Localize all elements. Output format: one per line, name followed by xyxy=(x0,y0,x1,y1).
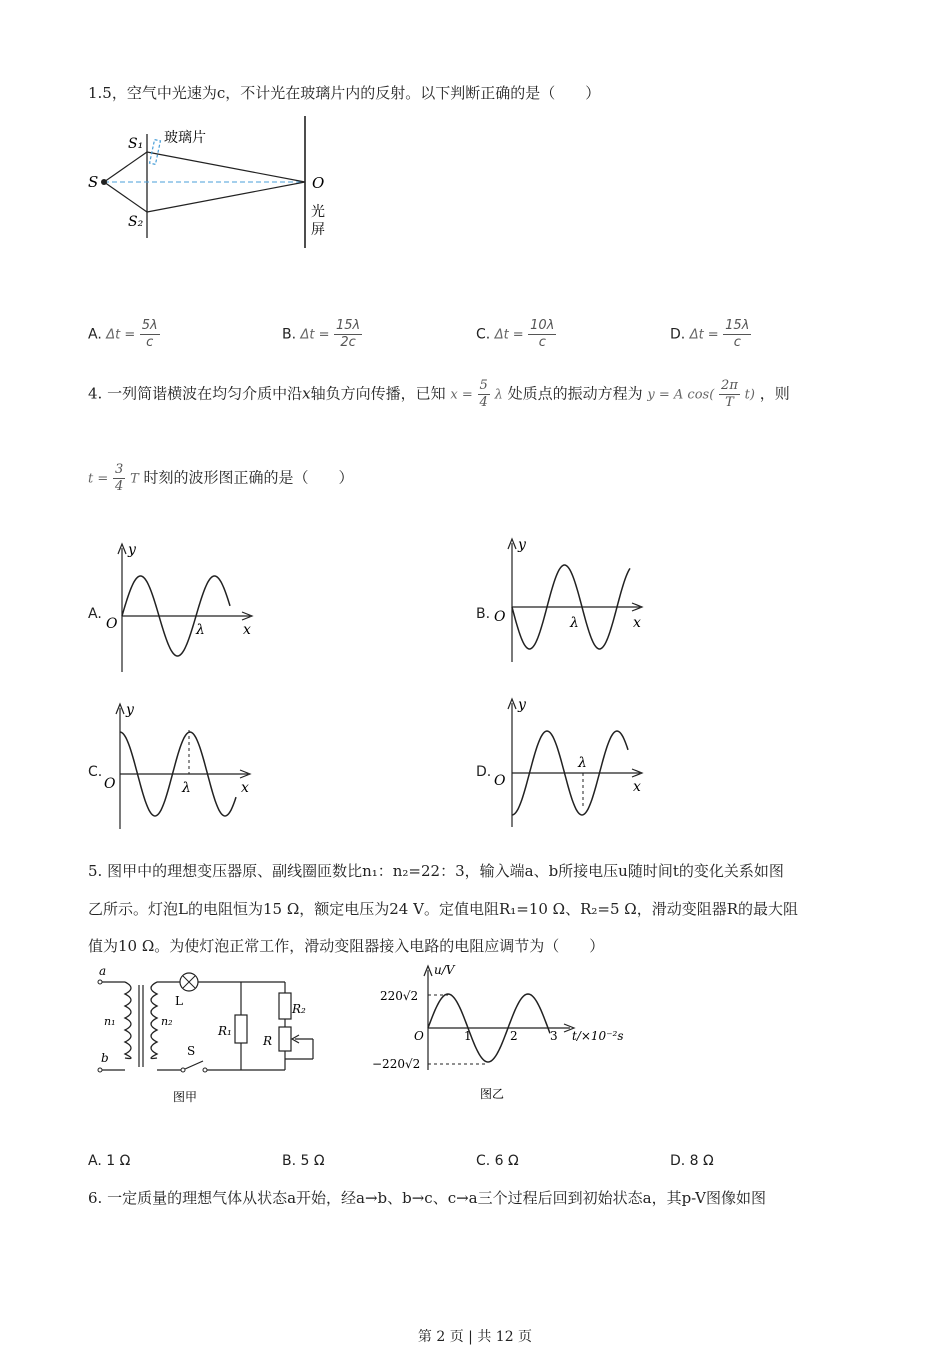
q4-option-c[interactable]: C. xyxy=(88,764,103,780)
svg-text:R₁: R₁ xyxy=(218,1024,232,1038)
q4-graph-b xyxy=(490,535,650,665)
q4-graph-d xyxy=(490,695,650,830)
svg-text:R: R xyxy=(263,1034,273,1048)
svg-text:λ: λ xyxy=(182,780,191,796)
q6-stem: 6. 一定质量的理想气体从状态a开始，经a→b、b→c、c→a三个过程后回到初始状态a，其p-V图像如图 xyxy=(88,1189,766,1207)
q4-option-a[interactable]: A. xyxy=(88,606,102,622)
svg-text:x: x xyxy=(633,615,641,631)
glass-label: 玻璃片 xyxy=(164,130,206,146)
svg-text:R₂: R₂ xyxy=(292,1002,306,1016)
svg-text:y: y xyxy=(126,702,134,718)
q4-graph-a xyxy=(100,540,260,675)
svg-text:λ: λ xyxy=(196,622,205,638)
q3-option-a[interactable]: A. Δt = $\frac{5\lambda}{c}$ xyxy=(88,318,158,350)
screen-label-1: 光 xyxy=(311,204,325,220)
s2-label: S₂ xyxy=(128,214,144,230)
svg-text:O: O xyxy=(414,1029,424,1043)
q5-option-b[interactable]: B. 5 Ω xyxy=(282,1153,325,1169)
q4-option-b[interactable]: B. xyxy=(476,606,491,622)
svg-text:−220√2: −220√2 xyxy=(372,1057,421,1071)
q5-option-a[interactable]: A. 1 Ω xyxy=(88,1153,131,1169)
s1-label: S₁ xyxy=(128,136,144,152)
q5-circuit-diagram xyxy=(95,965,330,1110)
svg-text:λ: λ xyxy=(578,755,587,771)
svg-text:u/V: u/V xyxy=(434,963,455,977)
svg-text:O: O xyxy=(494,609,506,625)
svg-text:y: y xyxy=(518,537,526,553)
svg-text:L: L xyxy=(175,994,183,1008)
svg-text:图乙: 图乙 xyxy=(480,1087,505,1101)
svg-text:x: x xyxy=(241,780,249,796)
s-label: S xyxy=(88,173,99,191)
rheostat xyxy=(279,1027,291,1051)
q3-option-d[interactable]: D. Δt = $\frac{15\lambda}{c}$ xyxy=(670,318,750,350)
q4-stem-line2: t = $\frac{3}{4}$ T 时刻的波形图正确的是（ ） xyxy=(88,462,354,494)
svg-text:b: b xyxy=(101,1051,109,1065)
svg-text:2: 2 xyxy=(510,1029,518,1043)
page-footer: 第 2 页 | 共 12 页 xyxy=(417,1329,533,1345)
q4-graph-c xyxy=(98,700,258,832)
glass-sheet xyxy=(150,140,161,165)
q4-stem-line1: 4. 一列简谐横波在均匀介质中沿x轴负方向传播，已知 x = $\frac{5}{4}$ λ 处质点的振动方程为 y = A cos( $\frac{2\pi}{T}$ t) ，则 xyxy=(88,378,790,410)
q5-stem-line3: 值为10 Ω。为使灯泡正常工作，滑动变阻器接入电路的电阻应调节为（ ） xyxy=(88,937,605,955)
r1-resistor xyxy=(235,1015,247,1043)
q3-option-b[interactable]: B. Δt = $\frac{15\lambda}{2c}$ xyxy=(282,318,361,350)
svg-text:220√2: 220√2 xyxy=(380,989,419,1003)
svg-text:λ: λ xyxy=(570,615,579,631)
svg-text:x: x xyxy=(633,779,641,795)
q5-option-d[interactable]: D. 8 Ω xyxy=(670,1153,714,1169)
svg-text:t/×10⁻²s: t/×10⁻²s xyxy=(572,1029,624,1043)
svg-text:y: y xyxy=(128,542,136,558)
o-label: O xyxy=(312,174,325,192)
svg-text:n₂: n₂ xyxy=(161,1015,173,1028)
svg-text:3: 3 xyxy=(550,1029,558,1043)
svg-text:a: a xyxy=(99,965,107,978)
svg-text:S: S xyxy=(187,1044,196,1058)
svg-text:图甲: 图甲 xyxy=(173,1090,198,1104)
q3-diagram xyxy=(80,108,340,253)
q5-option-c[interactable]: C. 6 Ω xyxy=(476,1153,519,1169)
svg-text:O: O xyxy=(106,616,118,632)
screen-label-2: 屏 xyxy=(311,222,325,238)
q4-option-d[interactable]: D. xyxy=(476,764,492,780)
svg-text:x: x xyxy=(243,622,251,638)
switch-icon xyxy=(185,1061,203,1069)
svg-text:n₁: n₁ xyxy=(104,1015,116,1028)
svg-text:O: O xyxy=(494,773,506,789)
svg-text:O: O xyxy=(104,776,116,792)
svg-text:y: y xyxy=(518,697,526,713)
r2-resistor xyxy=(279,993,291,1019)
q3-stem: 1.5，空气中光速为c，不计光在玻璃片内的反射。以下判断正确的是（ ） xyxy=(88,84,601,102)
q5-voltage-graph xyxy=(370,960,640,1110)
q5-stem-line1: 5. 图甲中的理想变压器原、副线圈匝数比n₁：n₂=22：3，输入端a、b所接电压u随时间t的变化关系如图 xyxy=(88,862,784,880)
svg-text:1: 1 xyxy=(464,1029,472,1043)
q3-option-c[interactable]: C. Δt = $\frac{10\lambda}{c}$ xyxy=(476,318,555,350)
q5-stem-line2: 乙所示。灯泡L的电阻恒为15 Ω，额定电压为24 V。定值电阻R₁=10 Ω、R₂=5 Ω，滑动变阻器R的最大阻 xyxy=(88,900,799,918)
